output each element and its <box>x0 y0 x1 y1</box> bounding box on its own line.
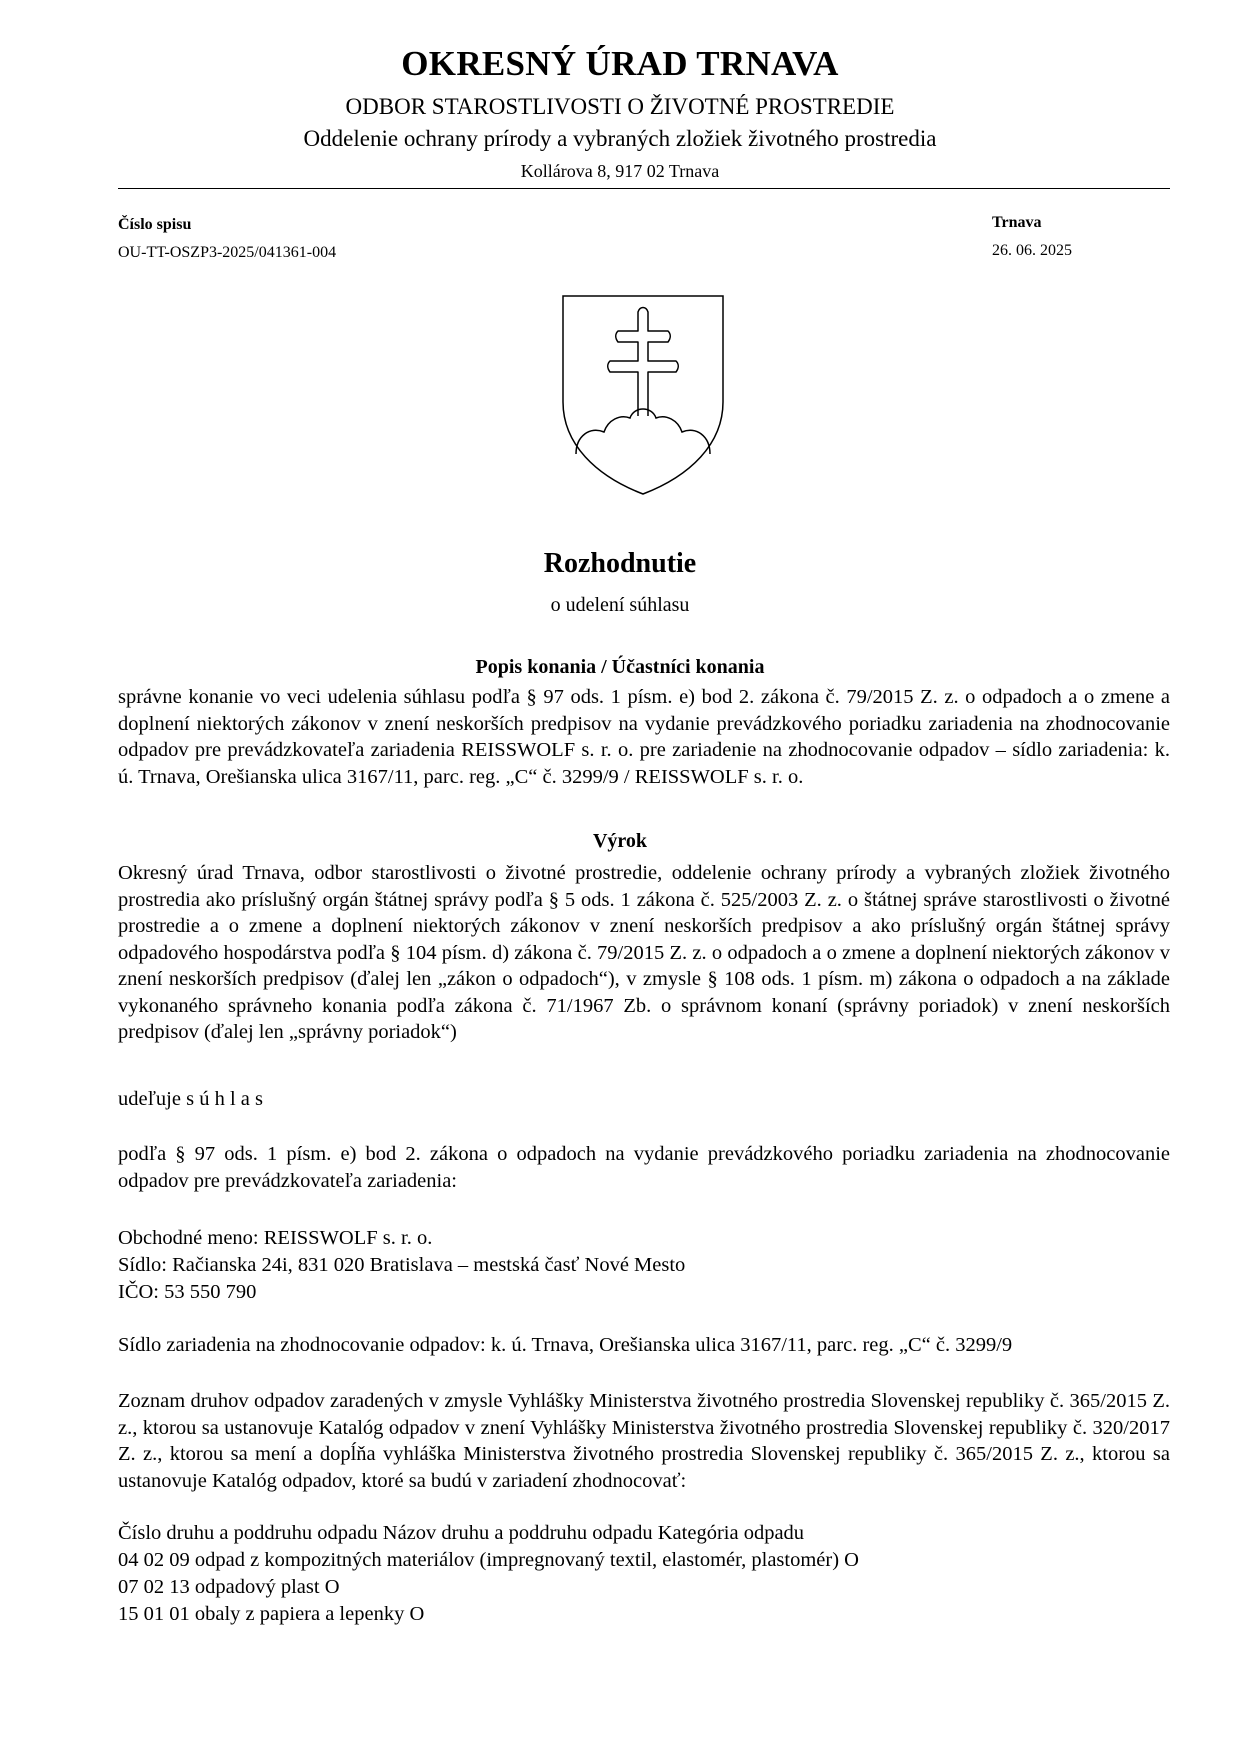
grant-basis: podľa § 97 ods. 1 písm. e) bod 2. zákona o odpadoch na vydanie prevádzkového poriadku zariadenia na zhodnocovanie odpadov pre prevádzkovateľa zariadenia: <box>118 1143 1170 1192</box>
waste-row: 07 02 13 odpadový plast O <box>118 1576 340 1598</box>
verdict-heading: Výrok <box>592 830 648 852</box>
company-seat: Sídlo: Račianska 24i, 831 020 Bratislava – mestská časť Nové Mesto <box>118 1254 686 1276</box>
document-subtitle: o udelení súhlasu <box>550 594 690 616</box>
waste-list-intro: Zoznam druhov odpadov zaradených v zmysle Vyhlášky Ministerstva životného prostredia Slovenskej republiky č. 365/2015 Z. z., ktorou sa ustanovuje Katalóg odpadov v znení Vyhlášky Ministerstva životného prostredia Slovenskej republiky č. 320/2017 Z. z., ktorou sa mení a dopĺňa vyhláška Ministerstva životného prostredia Slovenskej republiky č. 365/2015 Z. z., ktorou sa ustanovuje Katalóg odpadov, ktoré sa budú v zariadení zhodnocovať: <box>118 1390 1170 1492</box>
file-number: OU-TT-OSZP3-2025/041361-004 <box>118 244 337 261</box>
proceedings-text: správne konanie vo veci udelenia súhlasu podľa § 97 ods. 1 písm. e) bod 2. zákona č. 79/2015 Z. z. o odpadoch a o zmene a doplnení niektorých zákonov v znení neskorších predpisov na vydanie prevádzkového poriadku zariadenia na zhodnocovanie odpadov pre prevádzkovateľa zariadenia REISSWOLF s. r. o. pre zariadenie na zhodnocovanie odpadov – sídlo zariadenia: k. ú. Trnava, Orešianska ulica 3167/11, parc. reg. „C“ č. 3299/9 / REISSWOLF s. r. o. <box>118 686 1170 788</box>
document-title: Rozhodnutie <box>543 548 697 579</box>
proceedings-heading: Popis konania / Účastníci konania <box>475 656 765 678</box>
date: 26. 06. 2025 <box>992 242 1072 259</box>
coat-of-arms-icon <box>560 294 726 497</box>
company-name: Obchodné meno: REISSWOLF s. r. o. <box>118 1227 433 1249</box>
section-name: Oddelenie ochrany prírody a vybraných zložiek životného prostredia <box>303 126 937 151</box>
waste-row: 15 01 01 obaly z papiera a lepenky O <box>118 1603 425 1625</box>
waste-row: 04 02 09 odpad z kompozitných materiálov (impregnovaný textil, elastomér, plastomér) O <box>118 1549 859 1571</box>
header-divider <box>118 188 1170 189</box>
office-address: Kollárova 8, 917 02 Trnava <box>520 161 720 181</box>
file-number-label: Číslo spisu <box>118 216 192 233</box>
grant-statement: udeľuje s ú h l a s <box>118 1088 263 1110</box>
office-title: OKRESNÝ ÚRAD TRNAVA <box>401 44 839 83</box>
company-ico: IČO: 53 550 790 <box>118 1281 257 1303</box>
department-name: ODBOR STAROSTLIVOSTI O ŽIVOTNÉ PROSTREDIE <box>345 94 895 119</box>
waste-table-header: Číslo druhu a poddruhu odpadu Názov druhu a poddruhu odpadu Kategória odpadu <box>118 1522 805 1544</box>
facility-seat: Sídlo zariadenia na zhodnocovanie odpadov: k. ú. Trnava, Orešianska ulica 3167/11, parc. reg. „C“ č. 3299/9 <box>118 1334 1013 1356</box>
verdict-intro: Okresný úrad Trnava, odbor starostlivosti o životné prostredie, oddelenie ochrany prírody a vybraných zložiek životného prostredia ako príslušný orgán štátnej správy podľa § 5 ods. 1 zákona č. 525/2003 Z. z. o štátnej správe starostlivosti o životné prostredie a o zmene a doplnení niektorých zákonov v znení neskorších predpisov a ako príslušný orgán štátnej správy odpadového hospodárstva podľa § 104 písm. d) zákona č. 79/2015 Z. z. o odpadoch a o zmene a doplnení niektorých zákonov v znení neskorších predpisov (ďalej len „zákon o odpadoch“), v zmysle § 108 ods. 1 písm. m) zákona o odpadoch a na základe vykonaného správneho konania podľa zákona č. 71/1967 Zb. o správnom konaní (správny poriadok) v znení neskorších predpisov (ďalej len „správny poriadok“) <box>118 862 1170 1043</box>
place: Trnava <box>992 214 1042 231</box>
